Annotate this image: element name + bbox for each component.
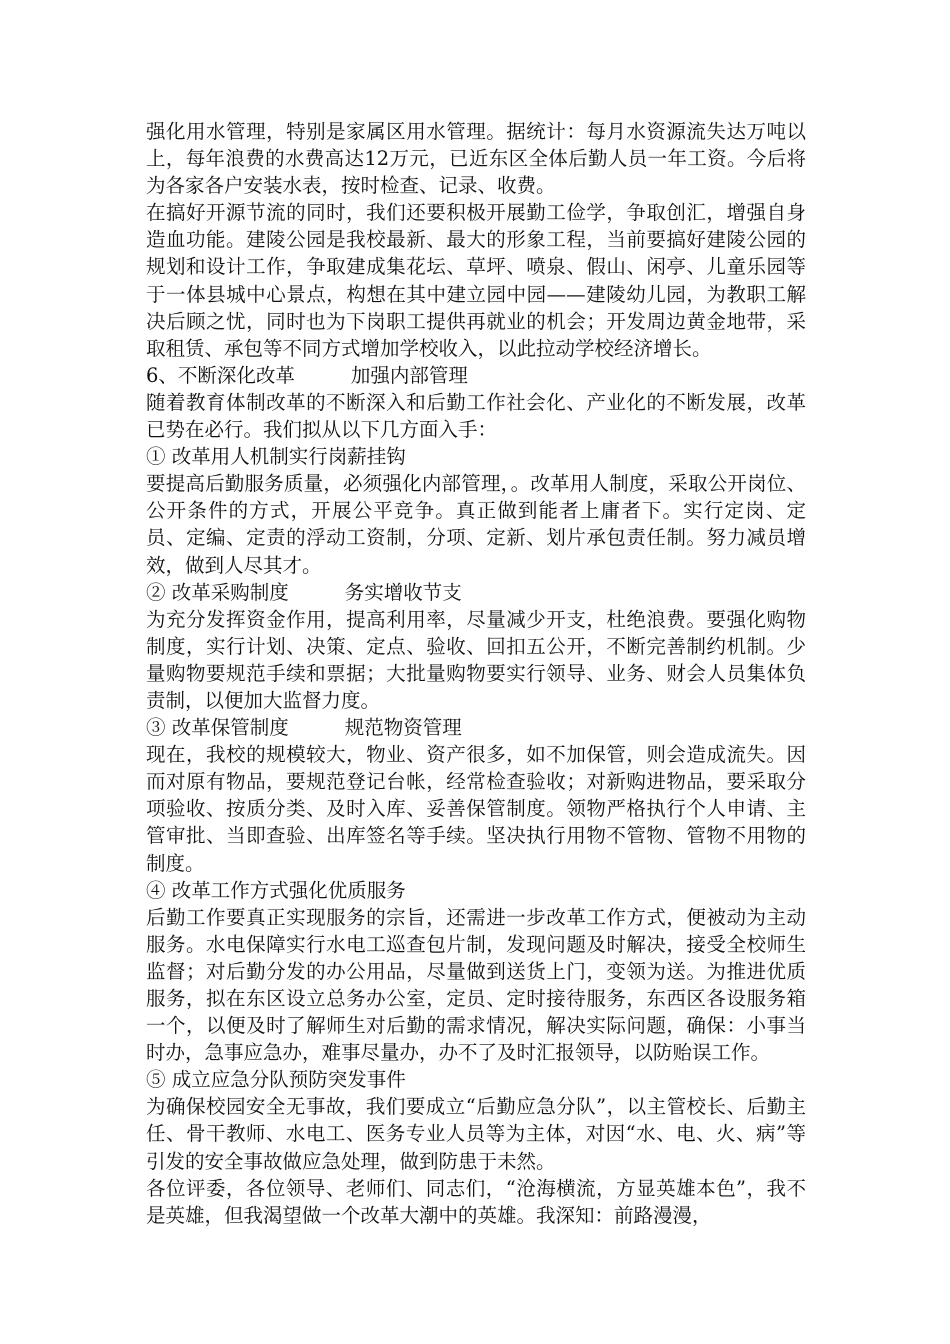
paragraph-work-study: 在搞好开源节流的同时，我们还要积极开展勤工俭学，争取创汇，增强自身造血功能。建陵公园是我校最新、最大的形象工程，当前要搞好建陵公园的规划和设计工作，争取建成集花坛、草坪、喷泉、假山、闲亭、儿童乐园等于一体县城中心景点，构想在其中建立园中园——建陵幼儿园，为教职工解决后顾之忧，同时也为下岗职工提供再就业的机会；开发周边黄金地带，采取租赁、承包等不同方式增加学校收入，以此拉动学校经济增长。 bbox=[146, 201, 806, 360]
paragraph-service-reform: 后勤工作要真正实现服务的宗旨，还需进一步改革工作方式，便被动为主动服务。水电保障实行水电工巡查包片制，发现问题及时解决，接受全校师生监督；对后勤分发的办公用品，尽量做到送货上门，变领为送。为推进优质服务，拟在东区设立总务办公室，定员、定时接待服务，东西区各设服务箱一个，以便及时了解师生对后勤的需求情况，解决实际问题，确保：小事当时办，急事应急办，难事尽量办，办不了及时汇报领导，以防贻误工作。 bbox=[146, 905, 806, 1065]
paragraph-procurement-reform: 为充分发挥资金作用，提高利用率，尽量减少开支，杜绝浪费。要强化购物制度，实行计划、决策、定点、验收、回扣五公开，不断完善制约机制。少量购物要规范手续和票据；大批量购物要实行领导、业务、财会人员集体负责制，以便加大监督力度。 bbox=[146, 607, 806, 712]
section-heading-6 bbox=[146, 362, 806, 389]
heading-left: ② 改革采购制度 bbox=[146, 580, 289, 604]
paragraph-closing: 各位评委，各位领导、老师们、同志们，“沧海横流，方显英雄本色”，我不是英雄，但我渴望做一个改革大潮中的英雄。我深知：前路漫漫， bbox=[146, 1176, 806, 1227]
subheading-3 bbox=[146, 714, 806, 741]
heading-left: ③ 改革保管制度 bbox=[146, 716, 289, 740]
heading-right: 规范物资管理 bbox=[344, 716, 462, 740]
heading-left: ① 改革用人机制实行岗薪挂钩 bbox=[146, 445, 406, 469]
heading-left: ⑤ 成立应急分队预防突发事件 bbox=[146, 1068, 406, 1092]
paragraph-staffing-reform: 要提高后勤服务质量，必须强化内部管理，。改革用人制度，采取公开岗位、公开条件的方式，开展公平竞争。真正做到能者上庸者下。实行定岗、定员、定编、定责的浮动工资制，分项、定新、划片承包责任制。努力减员增效，做到人尽其才。 bbox=[146, 472, 806, 577]
heading-left: ④ 改革工作方式强化优质服务 bbox=[146, 878, 406, 902]
paragraph-storage-reform: 现在，我校的规模较大，物业、资产很多，如不加保管，则会造成流失。因而对原有物品，要规范登记台帐，经常检查验收；对新购进物品，要采取分项验收、按质分类、及时入库、妥善保管制度。领物严格执行个人申请、主管审批、当即查验、出库签名等手续。坚决执行用物不管物、管物不用物的制度。 bbox=[146, 743, 806, 875]
paragraph-reform-intro: 随着教育体制改革的不断深入和后勤工作社会化、产业化的不断发展，改革已势在必行。我们拟从以下几方面入手： bbox=[146, 390, 806, 442]
paragraph-emergency-team: 为确保校园安全无事故，我们要成立“后勤应急分队”，以主管校长、后勤主任、骨干教师、水电工、医务专业人员等为主体，对因“水、电、火、病”等引发的安全事故做应急处理，做到防患于未然。 bbox=[146, 1095, 806, 1173]
subheading-2 bbox=[146, 579, 806, 606]
heading-right: 加强内部管理 bbox=[350, 363, 468, 387]
heading-left: 6、不断深化改革 bbox=[146, 363, 295, 387]
document-body bbox=[146, 118, 806, 1229]
heading-right: 务实增收节支 bbox=[344, 580, 462, 604]
subheading-5 bbox=[146, 1066, 806, 1093]
subheading-1 bbox=[146, 443, 806, 470]
subheading-4 bbox=[146, 877, 806, 904]
paragraph-water-management: 强化用水管理，特别是家属区用水管理。据统计：每月水资源流失达万吨以上，每年浪费的水费高达12万元，已近东区全体后勤人员一年工资。今后将为各家各户安装水表，按时检查、记录、收费。 bbox=[146, 120, 806, 198]
